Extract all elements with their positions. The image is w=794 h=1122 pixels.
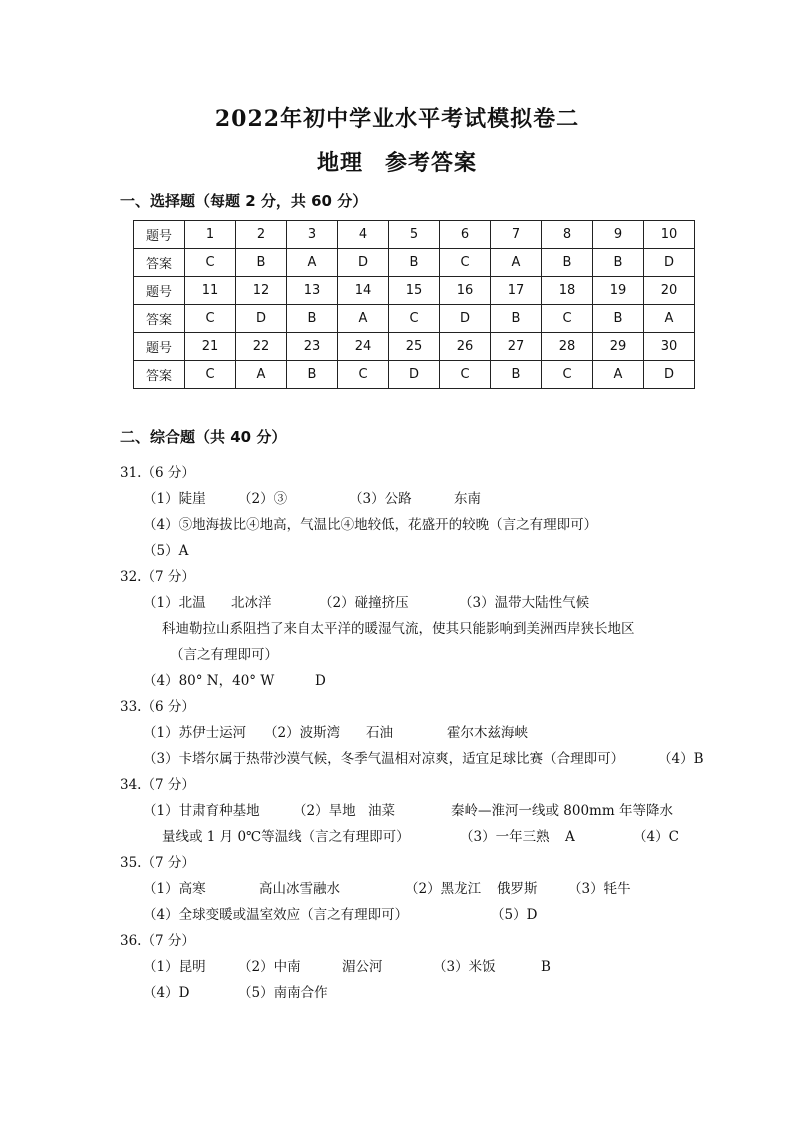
question-36-number: 36.（7 分） xyxy=(120,933,195,949)
answer-text: （1）昆明 xyxy=(143,959,206,975)
answer-text: （1）高寒 xyxy=(143,881,206,897)
answer-cell: B xyxy=(593,249,644,277)
answer-cell: D xyxy=(440,305,491,333)
row-label-question: 题号 xyxy=(134,221,185,249)
answer-text: 湄公河 xyxy=(342,959,383,975)
section-1-heading: 一、选择题（每题 2 分，共 60 分） xyxy=(120,192,368,210)
question-number-cell: 1 xyxy=(185,221,236,249)
question-36-line-1 xyxy=(143,958,551,976)
answer-text: （1）陡崖 xyxy=(143,491,206,507)
question-number-cell: 3 xyxy=(287,221,338,249)
answer-text: （3）卡塔尔属于热带沙漠气候，冬季气温相对凉爽，适宜足球比赛（合理即可） xyxy=(143,751,625,767)
question-number-cell: 30 xyxy=(644,333,695,361)
answer-cell: A xyxy=(287,249,338,277)
question-number-cell: 23 xyxy=(287,333,338,361)
answer-text: （2）中南 xyxy=(238,959,301,975)
answer-cell: D xyxy=(644,361,695,389)
answer-cell: C xyxy=(440,249,491,277)
answer-cell: B xyxy=(593,305,644,333)
question-number-cell: 20 xyxy=(644,277,695,305)
question-number-cell: 2 xyxy=(236,221,287,249)
answer-text: （5）D xyxy=(491,907,538,923)
question-34-line-1 xyxy=(143,802,673,820)
answer-cell: A xyxy=(644,305,695,333)
answer-cell: A xyxy=(236,361,287,389)
answer-cell: D xyxy=(389,361,440,389)
answer-text: 俄罗斯 xyxy=(497,881,538,897)
question-35-line-1 xyxy=(143,880,631,898)
question-36-line-2 xyxy=(143,984,328,1002)
subject-label: 地理 xyxy=(316,150,363,176)
question-number-cell: 11 xyxy=(185,277,236,305)
answer-cell: B xyxy=(491,361,542,389)
answer-text: （4）C xyxy=(633,829,679,845)
question-number-row xyxy=(134,277,695,305)
answer-text: 秦岭—淮河一线或 800mm 年等降水 xyxy=(451,803,673,819)
question-number-cell: 12 xyxy=(236,277,287,305)
question-32-line-4 xyxy=(143,672,326,690)
answer-cell: B xyxy=(389,249,440,277)
answer-text: （3）米饭 xyxy=(433,959,496,975)
answer-text: 东南 xyxy=(454,491,481,507)
question-number-cell: 19 xyxy=(593,277,644,305)
answer-text: （3）牦牛 xyxy=(568,881,631,897)
row-label-question: 题号 xyxy=(134,333,185,361)
answer-cell: C xyxy=(338,361,389,389)
question-number-cell: 24 xyxy=(338,333,389,361)
answer-cell: A xyxy=(593,361,644,389)
answer-text: （3）公路 xyxy=(349,491,412,507)
answer-text: 量线或 1 月 0℃等温线（言之有理即可） xyxy=(162,829,410,845)
question-32-line-1 xyxy=(143,594,589,612)
question-number-cell: 17 xyxy=(491,277,542,305)
answer-text: （2）③ xyxy=(238,491,288,507)
answer-text: （2）旱地 xyxy=(293,803,356,819)
row-label-question: 题号 xyxy=(134,277,185,305)
answer-cell: B xyxy=(491,305,542,333)
answer-cell: C xyxy=(185,305,236,333)
question-number-cell: 18 xyxy=(542,277,593,305)
question-32-line-2: 科迪勒拉山系阻挡了来自太平洋的暖湿气流，使其只能影响到美洲西岸狭长地区 xyxy=(162,621,635,637)
answer-cell: D xyxy=(236,305,287,333)
question-number-cell: 26 xyxy=(440,333,491,361)
answer-text: （3）温带大陆性气候 xyxy=(459,595,590,611)
row-label-answer: 答案 xyxy=(134,249,185,277)
answer-cell: D xyxy=(644,249,695,277)
answer-cell: A xyxy=(338,305,389,333)
answer-text: （1）北温 xyxy=(143,595,206,611)
question-number-row xyxy=(134,333,695,361)
question-number-cell: 25 xyxy=(389,333,440,361)
question-33-line-1 xyxy=(143,724,528,742)
question-number-cell: 13 xyxy=(287,277,338,305)
answer-cell: A xyxy=(491,249,542,277)
answer-cell: D xyxy=(338,249,389,277)
question-number-cell: 27 xyxy=(491,333,542,361)
page-subtitle xyxy=(0,146,794,177)
question-number-cell: 5 xyxy=(389,221,440,249)
question-32-line-3: （言之有理即可） xyxy=(170,647,278,663)
question-31-line-3: （5）A xyxy=(143,543,189,559)
answer-cell: C xyxy=(389,305,440,333)
question-31-line-2: （4）⑤地海拔比④地高，气温比④地较低，花盛开的较晚（言之有理即可） xyxy=(143,517,598,533)
question-number-cell: 16 xyxy=(440,277,491,305)
question-number-cell: 29 xyxy=(593,333,644,361)
row-label-answer: 答案 xyxy=(134,361,185,389)
answer-text: A xyxy=(565,829,575,845)
answer-cell: C xyxy=(185,249,236,277)
question-33-number: 33.（6 分） xyxy=(120,699,195,715)
answer-text: 霍尔木兹海峡 xyxy=(447,725,528,741)
answer-text: B xyxy=(541,959,551,975)
answer-text: （2）碰撞挤压 xyxy=(319,595,409,611)
answer-table xyxy=(133,220,695,389)
answer-cell: C xyxy=(542,305,593,333)
answer-text: （4）80° N，40° W xyxy=(143,673,275,689)
question-35-number: 35.（7 分） xyxy=(120,855,195,871)
question-34-number: 34.（7 分） xyxy=(120,777,195,793)
question-number-cell: 21 xyxy=(185,333,236,361)
answer-text: （1）苏伊士运河 xyxy=(143,725,247,741)
section-2-heading: 二、综合题（共 40 分） xyxy=(120,428,287,446)
answer-row xyxy=(134,249,695,277)
answer-text: （4）B xyxy=(658,751,704,767)
question-number-cell: 6 xyxy=(440,221,491,249)
question-number-cell: 7 xyxy=(491,221,542,249)
answer-cell: C xyxy=(440,361,491,389)
answer-text: 高山冰雪融水 xyxy=(259,881,340,897)
answer-row xyxy=(134,305,695,333)
question-number-cell: 14 xyxy=(338,277,389,305)
answer-cell: C xyxy=(185,361,236,389)
answer-cell: B xyxy=(287,361,338,389)
row-label-answer: 答案 xyxy=(134,305,185,333)
answer-cell: B xyxy=(236,249,287,277)
question-number-cell: 28 xyxy=(542,333,593,361)
answer-text: 石油 xyxy=(366,725,393,741)
question-35-line-2 xyxy=(143,906,537,924)
answer-cell: C xyxy=(542,361,593,389)
question-number-cell: 4 xyxy=(338,221,389,249)
answer-cell: B xyxy=(287,305,338,333)
answer-text: （2）黑龙江 xyxy=(405,881,482,897)
question-31-line-1 xyxy=(143,490,481,508)
answer-text: 北冰洋 xyxy=(231,595,272,611)
question-number-cell: 22 xyxy=(236,333,287,361)
answer-text: （3）一年三熟 xyxy=(460,829,550,845)
question-number-cell: 8 xyxy=(542,221,593,249)
question-number-row xyxy=(134,221,695,249)
answer-text: 油菜 xyxy=(368,803,395,819)
answer-text: （5）南南合作 xyxy=(238,985,328,1001)
answer-key-label: 参考答案 xyxy=(385,150,478,176)
question-number-cell: 15 xyxy=(389,277,440,305)
answer-row xyxy=(134,361,695,389)
question-34-line-2 xyxy=(162,828,679,846)
answer-cell: B xyxy=(542,249,593,277)
answer-text: （1）甘肃育种基地 xyxy=(143,803,260,819)
question-number-cell: 10 xyxy=(644,221,695,249)
question-32-number: 32.（7 分） xyxy=(120,569,195,585)
answer-text: （2）波斯湾 xyxy=(264,725,341,741)
answer-text: D xyxy=(315,673,326,689)
answer-text: （4）全球变暖或温室效应（言之有理即可） xyxy=(143,907,409,923)
page-title: 2022年初中学业水平考试模拟卷二 xyxy=(214,106,580,132)
question-number-cell: 9 xyxy=(593,221,644,249)
question-31-number: 31.（6 分） xyxy=(120,465,195,481)
answer-text: （4）D xyxy=(143,985,190,1001)
question-33-line-2 xyxy=(143,750,704,768)
